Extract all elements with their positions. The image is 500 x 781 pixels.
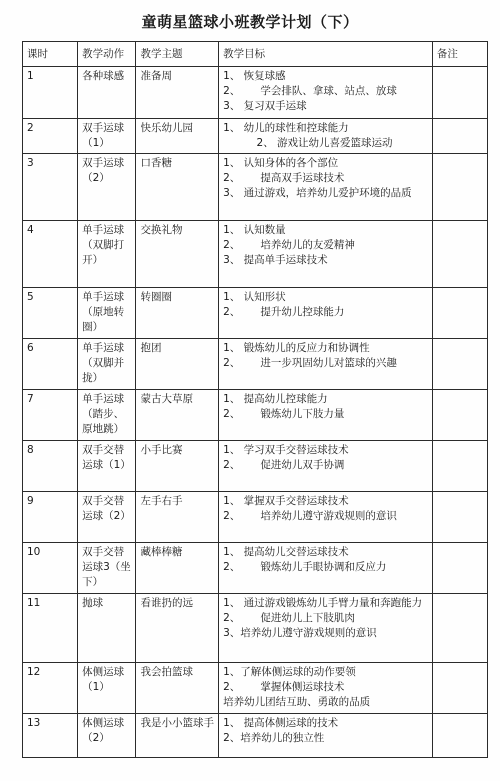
notes-cell <box>432 221 487 288</box>
lesson-number-cell: 11 <box>23 594 78 663</box>
header-lesson: 课时 <box>23 42 78 67</box>
lesson-number-cell: 10 <box>23 543 78 594</box>
table-row <box>23 714 488 758</box>
goal-line: 1、 恢复球感 <box>223 70 286 82</box>
table-row <box>23 154 488 221</box>
teaching-action-cell: 单手运球（原地转圈） <box>78 288 136 339</box>
teaching-theme-cell: 蒙古大草原 <box>136 390 219 441</box>
teaching-theme-cell: 抱团 <box>136 339 219 390</box>
teaching-goals-cell <box>219 714 433 758</box>
table-row <box>23 594 488 663</box>
goal-line: 3、 通过游戏，培养幼儿爱护环境的品质 <box>223 187 412 199</box>
goal-line: 2、 锻炼幼儿下肢力量 <box>223 408 345 420</box>
teaching-theme-cell: 左手右手 <box>136 492 219 543</box>
lesson-number-cell: 2 <box>23 119 78 154</box>
goal-line: 3、培养幼儿遵守游戏规则的意识 <box>223 627 377 639</box>
goal-line: 1、了解体侧运球的动作要领 <box>223 666 356 678</box>
teaching-theme-cell: 口香糖 <box>136 154 219 221</box>
goal-line: 2、 培养幼儿的友爱精神 <box>223 239 355 251</box>
table-row <box>23 288 488 339</box>
lesson-plan-table <box>22 41 488 758</box>
goal-line: 2、 锻炼幼儿手眼协调和反应力 <box>223 561 387 573</box>
lesson-number-cell: 3 <box>23 154 78 221</box>
goal-line: 1、 认知数量 <box>223 224 286 236</box>
lesson-number-cell: 9 <box>23 492 78 543</box>
table-row <box>23 339 488 390</box>
teaching-theme-cell: 准备周 <box>136 67 219 119</box>
goal-line: 3、 提高单手运球技术 <box>223 254 328 266</box>
table-header-row <box>23 42 488 67</box>
document-title: 童萌星篮球小班教学计划（下） <box>141 13 359 31</box>
lesson-number-cell: 4 <box>23 221 78 288</box>
teaching-goals-cell <box>219 390 433 441</box>
teaching-theme-cell: 我会拍篮球 <box>136 663 219 714</box>
teaching-action-cell: 体侧运球（1） <box>78 663 136 714</box>
notes-cell <box>432 339 487 390</box>
teaching-action-cell: 体侧运球（2） <box>78 714 136 758</box>
notes-cell <box>432 119 487 154</box>
lesson-number-cell: 1 <box>23 67 78 119</box>
teaching-goals-cell <box>219 492 433 543</box>
lesson-number-cell: 5 <box>23 288 78 339</box>
teaching-action-cell: 双手交替运球（2） <box>78 492 136 543</box>
goal-line: 1、 学习双手交替运球技术 <box>223 444 349 456</box>
notes-cell <box>432 67 487 119</box>
teaching-action-cell: 单手运球（双脚并拢） <box>78 339 136 390</box>
teaching-theme-cell: 转圈圈 <box>136 288 219 339</box>
header-notes: 备注 <box>432 42 487 67</box>
notes-cell <box>432 288 487 339</box>
notes-cell <box>432 714 487 758</box>
goal-line: 1、 掌握双手交替运球技术 <box>223 495 349 507</box>
goal-line: 2、 学会排队、拿球、站点、放球 <box>223 85 397 97</box>
teaching-goals-cell <box>219 441 433 492</box>
teaching-action-cell: 各种球感 <box>78 67 136 119</box>
goal-line: 1、 提高体侧运球的技术 <box>223 717 339 729</box>
goal-line: 1、 提高幼儿交替运球技术 <box>223 546 349 558</box>
goal-line: 2、 培养幼儿遵守游戏规则的意识 <box>223 510 397 522</box>
teaching-goals-cell <box>219 119 433 154</box>
teaching-action-cell: 抛球 <box>78 594 136 663</box>
lesson-number-cell: 7 <box>23 390 78 441</box>
goal-line: 1、 锻炼幼儿的反应力和协调性 <box>223 342 370 354</box>
teaching-goals-cell <box>219 543 433 594</box>
table-row <box>23 441 488 492</box>
teaching-action-cell: 双手运球（2） <box>78 154 136 221</box>
teaching-goals-cell <box>219 663 433 714</box>
teaching-action-cell: 单手运球（双脚打开） <box>78 221 136 288</box>
goal-line: 2、培养幼儿的独立性 <box>223 732 325 744</box>
header-goals: 教学目标 <box>219 42 433 67</box>
teaching-goals-cell <box>219 594 433 663</box>
lesson-number-cell: 13 <box>23 714 78 758</box>
goal-line: 2、 提高双手运球技术 <box>223 172 345 184</box>
goal-line: 2、 促进幼儿上下肢肌肉 <box>223 612 355 624</box>
goal-line: 1、 通过游戏锻炼幼儿手臂力量和奔跑能力 <box>223 597 423 609</box>
teaching-theme-cell: 看谁扔的远 <box>136 594 219 663</box>
table-row <box>23 663 488 714</box>
notes-cell <box>432 492 487 543</box>
table-row <box>23 119 488 154</box>
table-body <box>23 67 488 758</box>
teaching-goals-cell <box>219 221 433 288</box>
lesson-number-cell: 12 <box>23 663 78 714</box>
goal-line: 1、 幼儿的球性和控球能力 <box>223 122 349 134</box>
teaching-goals-cell <box>219 288 433 339</box>
goal-line: 2、 游戏让幼儿喜爱篮球运动 <box>223 137 393 149</box>
notes-cell <box>432 441 487 492</box>
lesson-number-cell: 6 <box>23 339 78 390</box>
notes-cell <box>432 390 487 441</box>
goal-line: 2、 掌握体侧运球技术 <box>223 681 345 693</box>
goal-line: 3、 复习双手运球 <box>223 100 307 112</box>
teaching-goals-cell <box>219 154 433 221</box>
notes-cell <box>432 154 487 221</box>
teaching-action-cell: 双手交替运球（1） <box>78 441 136 492</box>
goal-line: 1、 提高幼儿控球能力 <box>223 393 328 405</box>
goal-line: 2、 进一步巩固幼儿对篮球的兴趣 <box>223 357 397 369</box>
table-row <box>23 390 488 441</box>
teaching-theme-cell: 小手比赛 <box>136 441 219 492</box>
goal-line: 1、 认知身体的各个部位 <box>223 157 339 169</box>
teaching-action-cell: 双手交替运球3（坐下） <box>78 543 136 594</box>
teaching-goals-cell <box>219 339 433 390</box>
teaching-theme-cell: 交换礼物 <box>136 221 219 288</box>
header-action: 教学动作 <box>78 42 136 67</box>
teaching-goals-cell <box>219 67 433 119</box>
teaching-theme-cell: 快乐幼儿园 <box>136 119 219 154</box>
teaching-theme-cell: 藏棒棒糖 <box>136 543 219 594</box>
header-theme: 教学主题 <box>136 42 219 67</box>
table-row <box>23 221 488 288</box>
teaching-theme-cell: 我是小小篮球手 <box>136 714 219 758</box>
lesson-number-cell: 8 <box>23 441 78 492</box>
notes-cell <box>432 663 487 714</box>
goal-line: 培养幼儿团结互助、勇敢的品质 <box>223 696 371 708</box>
teaching-action-cell: 双手运球（1） <box>78 119 136 154</box>
notes-cell <box>432 543 487 594</box>
table-row <box>23 543 488 594</box>
goal-line: 2、 提升幼儿控球能力 <box>223 306 345 318</box>
table-row <box>23 67 488 119</box>
teaching-action-cell: 单手运球（踏步、原地跳） <box>78 390 136 441</box>
goal-line: 2、 促进幼儿双手协调 <box>223 459 345 471</box>
notes-cell <box>432 594 487 663</box>
table-row <box>23 492 488 543</box>
goal-line: 1、 认知形状 <box>223 291 286 303</box>
